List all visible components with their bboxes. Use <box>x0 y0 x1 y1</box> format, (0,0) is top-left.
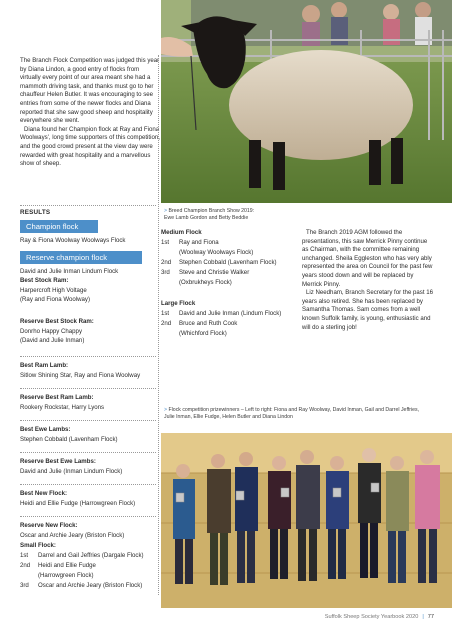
champion-flock-value: Ray & Fiona Woolway Woolways Flock <box>20 237 126 244</box>
entry: Heidi and Ellie Fudge <box>38 562 96 569</box>
caption-line-2: Ewe Lamb Gordon and Betty Beddie <box>164 215 249 221</box>
reserve-best-stock-ram-line2: (David and Julie Inman) <box>20 337 85 344</box>
entry: Bruce and Ruth Cook <box>179 320 238 327</box>
list-item <box>161 239 299 248</box>
entry: (Woolway Woolways Flock) <box>179 249 254 256</box>
intro-paragraph-1: The Branch Flock Competition was judged this year by Diana Lindon, a good entry of flocks from virtually every point of our area meant she had a mammoth driving task, and thanks must go to her chauffeur Helen Butler. It was encouraging to see entries from some of the newer flocks and Diana reported that she saw good sheep and hospitality everywhere she went. <box>20 57 160 125</box>
placing: 3rd <box>161 269 170 276</box>
medium-flock-label: Medium Flock <box>161 229 202 236</box>
best-ewe-lambs-label: Best Ewe Lambs: <box>20 426 71 433</box>
best-new-flock-label: Best New Flock: <box>20 490 68 497</box>
placing: 2nd <box>20 562 31 569</box>
caption-line-1: Flock competition prizewinners – Left to right: Fiona and Ray Woolway, David Inman, Gail and Darrel Jeffries, <box>168 407 420 413</box>
entry: Oscar and Archie Jeary (Briston Flock) <box>38 582 143 589</box>
caption-line-2: Julie Inman, Ellie Fudge, Helen Butler and Diana Lindon <box>164 414 293 420</box>
entry: Darrel and Gail Jeffries (Dargale Flock) <box>38 552 144 559</box>
best-stock-ram-label: Best Stock Ram: <box>20 277 69 284</box>
agm-paragraph-2: Liz Needham, Branch Secretary for the past 16 years also retired. She has been replaced by Samantha Thomas. Sam comes from a well known Suffolk family, is young, enthusiastic and will do a sterling job! <box>302 289 434 331</box>
list-item <box>20 582 160 591</box>
entry: (Oxbrukheys Flock) <box>179 279 232 286</box>
reserve-best-ewe-lambs-label: Reserve Best Ewe Lambs: <box>20 458 96 465</box>
list-item <box>161 310 299 319</box>
champion-flock-label: Champion flock <box>20 220 98 233</box>
caption-line-1: Breed Champion Branch Show 2019: <box>168 208 255 214</box>
divider <box>20 420 156 421</box>
group-photo-caption <box>164 407 442 421</box>
placing: 2nd <box>161 320 172 327</box>
caption-arrow: > <box>164 407 168 413</box>
sheep-photo <box>161 0 452 203</box>
page-footer <box>325 613 434 622</box>
list-item <box>20 562 160 571</box>
reserve-new-flock-label: Reserve New Flock: <box>20 522 78 529</box>
agm-paragraph-1: The Branch 2019 AGM followed the presentations, this saw Merrick Pinny continue as Chairman, with the committee remaining unchanged. Sheila Eggleston who has very ably represented the area on Council for the past few years stood down and will be replaced by Merrick Pinny. <box>302 229 433 288</box>
placing: 1st <box>161 310 170 317</box>
footer-separator: | <box>422 614 424 621</box>
divider <box>20 388 156 389</box>
divider <box>20 356 156 357</box>
reserve-champion-flock-label: Reserve champion flock <box>20 251 142 264</box>
best-stock-ram-line1: Harpercroft High Voltage <box>20 287 87 294</box>
reserve-best-ram-lamb-label: Reserve Best Ram Lamb: <box>20 394 94 401</box>
list-item <box>161 320 299 329</box>
list-item <box>161 259 299 268</box>
prizewinners-photo <box>161 433 452 608</box>
publication-name: Suffolk Sheep Society Yearbook 2020 <box>324 614 419 621</box>
page-number: 77 <box>427 614 434 621</box>
list-item <box>161 279 299 288</box>
large-flock-label: Large Flock <box>161 300 196 307</box>
placing: 1st <box>20 552 29 559</box>
results-heading: RESULTS <box>20 209 51 216</box>
reserve-best-stock-ram-label: Reserve Best Stock Ram: <box>20 318 94 325</box>
reserve-new-flock-value: Oscar and Archie Jeary (Briston Flock) <box>20 532 125 539</box>
best-ram-lamb-value: Sitlow Shining Star, Ray and Fiona Woolway <box>20 372 141 379</box>
divider <box>20 452 156 453</box>
intro-text <box>20 57 160 169</box>
list-item <box>20 572 160 581</box>
agm-text <box>302 229 434 332</box>
reserve-best-ewe-lambs-value: David and Julie (Inman Lindum Flock) <box>20 468 123 475</box>
placing: 3rd <box>20 582 29 589</box>
reserve-best-ram-lamb-value: Rookery Rockstar, Harry Lyons <box>20 404 105 411</box>
divider <box>20 205 156 206</box>
small-flock-label: Small Flock: <box>20 542 56 549</box>
caption-arrow: > <box>164 208 168 214</box>
intro-paragraph-2: Diana found her Champion flock at Ray and Fiona Woolways', long time supporters of this competition, and the good crowd present at the view day were rewarded with great hospitality and a marvellous show of sheep. <box>20 125 160 168</box>
placing: 1st <box>161 239 170 246</box>
reserve-best-stock-ram-line1: Donrho Happy Chappy <box>20 328 82 335</box>
entry: (Harrowgreen Flock) <box>38 572 94 579</box>
best-ram-lamb-label: Best Ram Lamb: <box>20 362 69 369</box>
list-item <box>20 552 160 561</box>
best-new-flock-value: Heidi and Ellie Fudge (Harrowgreen Flock) <box>20 500 136 507</box>
list-item <box>161 269 299 278</box>
list-item <box>161 330 299 339</box>
reserve-champion-flock-value: David and Julie Inman Lindum Flock <box>20 268 119 275</box>
entry: David and Julie Inman (Lindum Flock) <box>179 310 282 317</box>
column-divider <box>158 55 159 595</box>
entry: Stephen Cobbald (Lavenham Flock) <box>179 259 277 266</box>
entry: (Whichford Flock) <box>179 330 227 337</box>
best-stock-ram-line2: (Ray and Fiona Woolway) <box>20 296 90 303</box>
best-ewe-lambs-value: Stephen Cobbald (Lavenham Flock) <box>20 436 118 443</box>
sheep-photo-caption <box>164 208 254 222</box>
entry: Ray and Fiona <box>179 239 219 246</box>
divider <box>20 484 156 485</box>
divider <box>20 516 156 517</box>
placing: 2nd <box>161 259 172 266</box>
list-item <box>161 249 299 258</box>
entry: Steve and Christie Walker <box>179 269 250 276</box>
